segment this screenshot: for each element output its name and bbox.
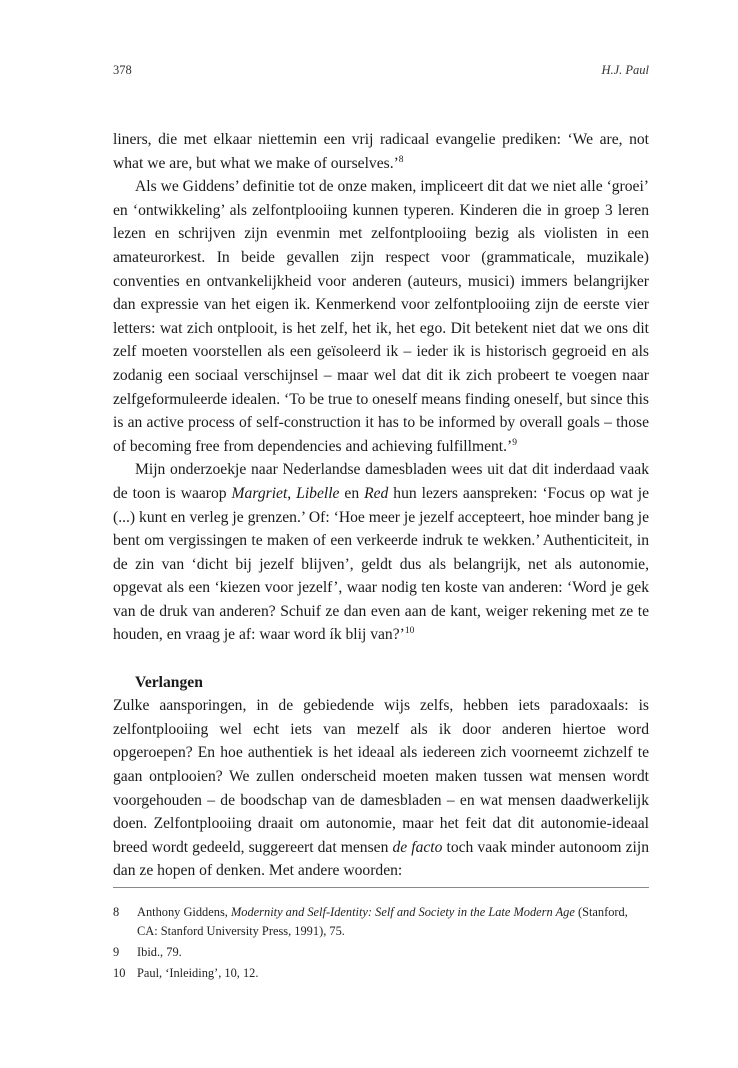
footnote-ref-9: 9 <box>512 437 517 448</box>
magazine-title: Margriet <box>231 484 288 502</box>
paragraph-2: Als we Giddens’ definitie tot de onze maken, impliceert dit dat we niet alle ‘groei’ en ‘ontwikkeling’ als zelfontplooiing kunnen typeren. Kinderen die in groep 3 leren lezen en schrijven zijn evenmin met zelfontplooiing bezig als violisten in een amateurorkest. In beide gevallen zijn respect voor (grammaticale, muzikale) conventies en ontvankelijkheid voor anderen (auteurs, musici) immers belangrijker dan expressie van het eigen ik. Kenmerkend voor zelfontplooiing zijn de eerste vier letters: wat zich ontplooit, is het zelf, het ik, het ego. Dit betekent niet dat we ons dit zelf moeten voorstellen als een geïsoleerd ik – ieder ik is historisch gegroeid en als zodanig een sociaal verschijnsel – maar wel dat dit ik zich probeert te voegen naar zelfgeformuleerde idealen. ‘To be true to oneself means finding oneself, but since this is an active process of self-construction it has to be informed by overall goals – those of becoming free from dependencies and achieving fulfillment.’$^9$ <box>113 178 649 455</box>
footnote-text: Ibid., 79. <box>137 945 182 959</box>
footnote-number: 9 <box>113 945 120 959</box>
footnote-ref-10: 10 <box>404 626 415 637</box>
footnote-text: Paul, ‘Inleiding’, 10, 12. <box>137 966 259 980</box>
section-heading: Verlangen <box>135 673 203 691</box>
magazine-title: Red <box>364 484 389 502</box>
footnote-8: 8 Anthony Giddens, Modernity and Self-Identity: Self and Society in the Late Modern Age (Stanford, CA: Stanford University Press, 1991), 75. <box>113 903 649 941</box>
body-text <box>113 128 649 883</box>
footnote-10 <box>113 964 649 983</box>
book-title: Modernity and Self-Identity: Self and Society in the Late Modern Age <box>230 905 575 919</box>
footnote-divider <box>113 887 649 888</box>
footnote-number: 8 <box>113 905 120 919</box>
page-number: 378 <box>113 63 132 77</box>
footnote-number: 10 <box>113 966 126 980</box>
footnotes <box>113 903 649 985</box>
paragraph-4: Zulke aansporingen, in de gebiedende wijs zelfs, hebben iets paradoxaals: is zelfontplooiing wel echt iets van mezelf als ik door anderen hiertoe word opgeroepen? En hoe authentiek is het ideaal als iedereen zich voorneemt zichzelf te gaan ontplooien? We zullen onderscheid moeten maken tussen wat mensen wordt voorgehouden – de boodschap van de damesbladen – en wat mensen daadwerkelijk doen. Zelfontplooiing draait om autonomie, maar het feit dat dit autonomie-ideaal breed wordt gedeeld, suggereert dat mensen de facto toch vaak minder autonoom zijn dan ze hopen of denken. Met andere woorden: <box>113 697 649 880</box>
footnote-9 <box>113 943 649 962</box>
running-head <box>113 63 649 78</box>
paragraph-1: liners, die met elkaar niettemin een vrij radicaal evangelie prediken: ‘We are, not what we are, but what we make of ourselves.’$^8$ <box>113 131 649 172</box>
emphasis: de facto <box>392 838 443 856</box>
paragraph-3: Mijn onderzoekje naar Nederlandse damesbladen wees uit dat dit inderdaad vaak de toon is waarop Margriet, Libelle en Red hun lezers aanspreken: ‘Focus op wat je (...) kunt en verleg je grenzen.’ Of: ‘Hoe meer je jezelf accepteert, hoe minder bang je bent om vergissingen te maken of een verkeerde indruk te wekken.’ Authenticiteit, in de zin van ‘dicht bij jezelf blijven’, geldt dus als belangrijk, net als autonomie, opgevat als een ‘kiezen voor jezelf’, waar nodig ten koste van anderen: ‘Word je gek van de druk van anderen? Schuif ze dan even aan de kant, weiger rekening met ze te houden, en vraag je af: waar word ík blij van?’$^{10}$ <box>113 461 650 644</box>
running-head-author: H.J. Paul <box>601 63 649 77</box>
footnote-ref-8: 8 <box>398 154 404 165</box>
magazine-title: Libelle <box>296 484 340 502</box>
